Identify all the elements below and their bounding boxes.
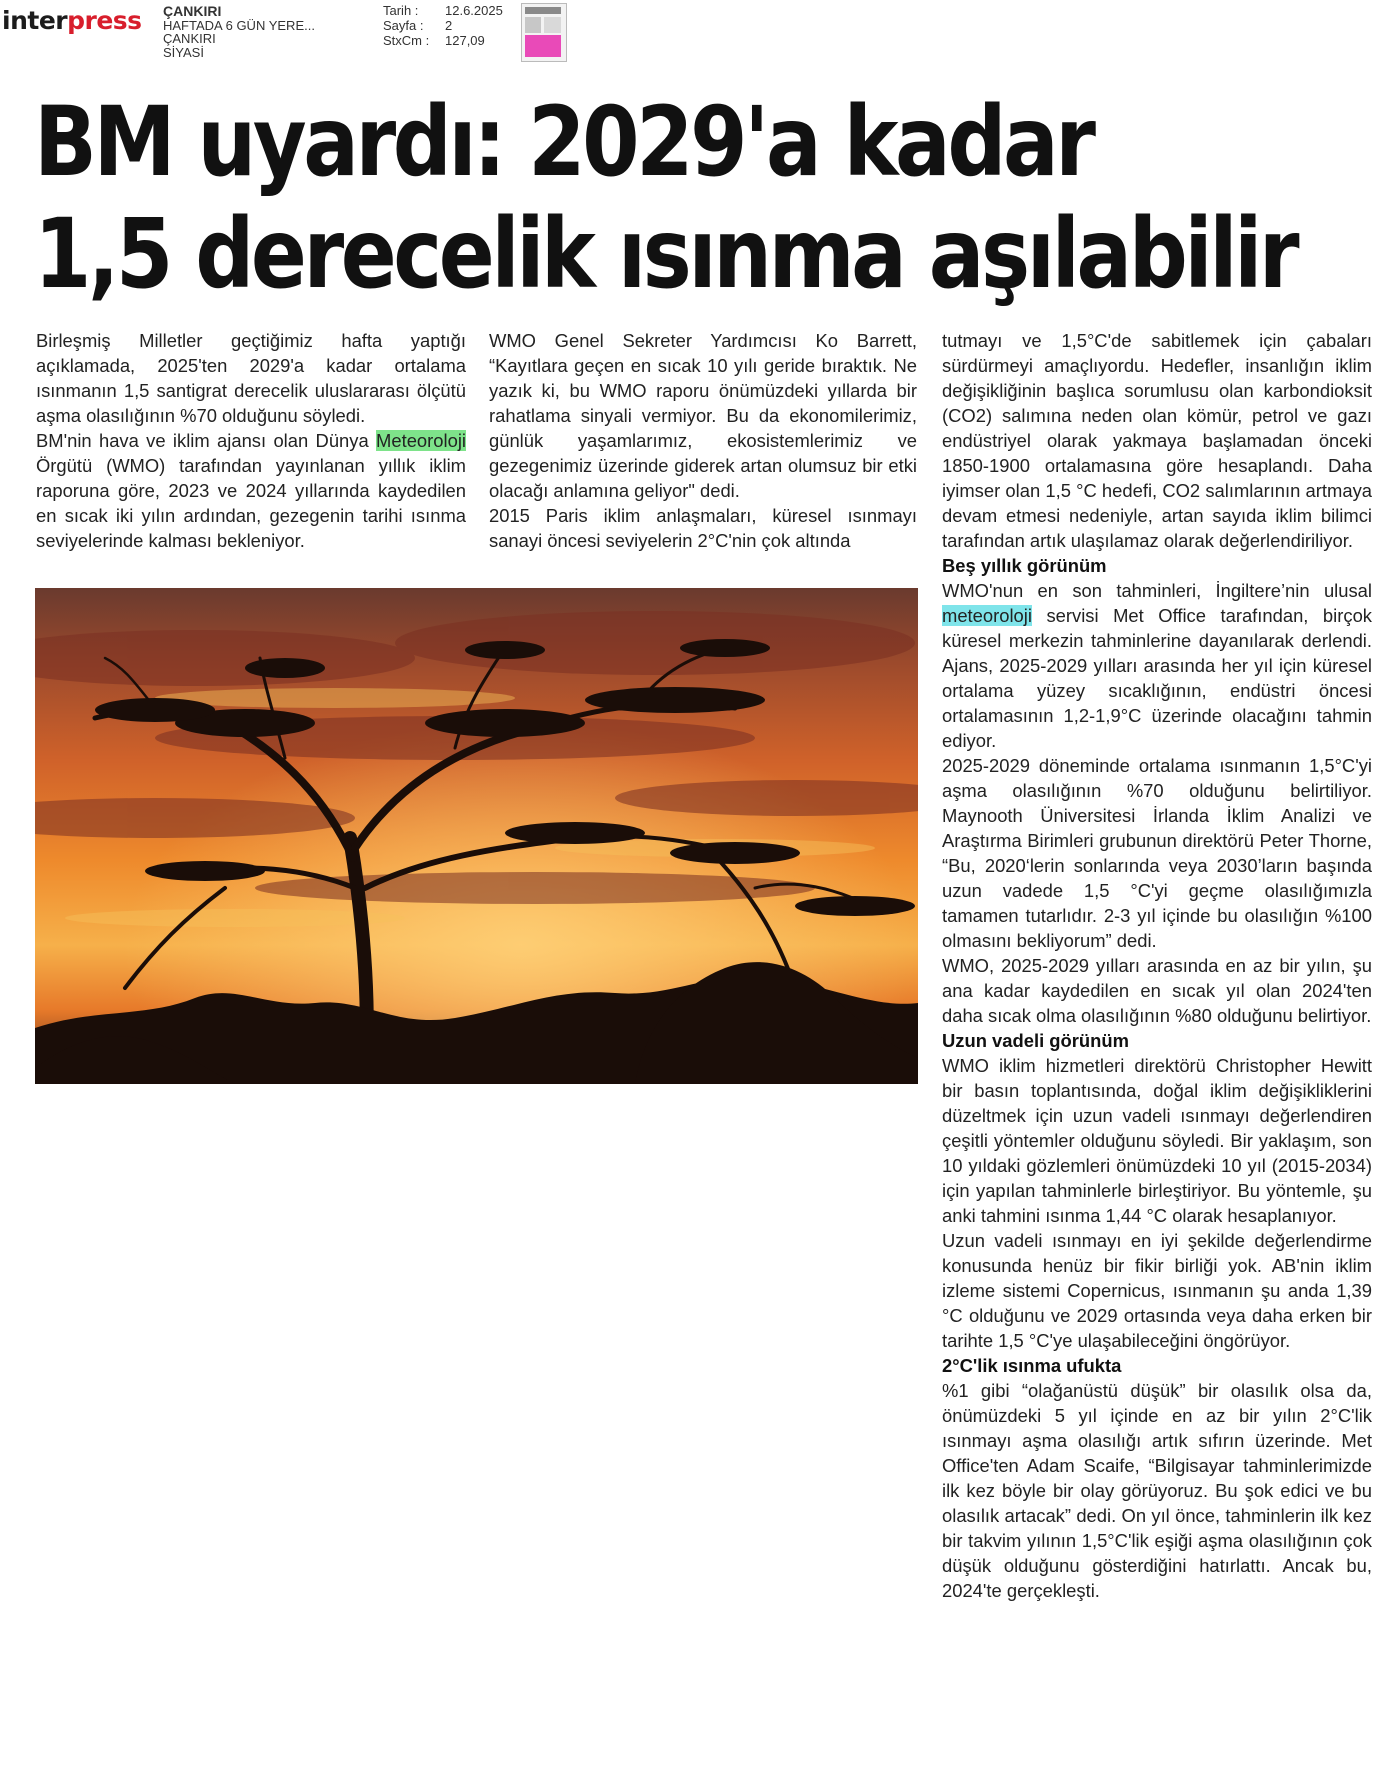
publication-meta bbox=[163, 5, 315, 59]
paragraph: 2015 Paris iklim anlaşmaları, küresel ısınmayı sanayi öncesi seviyelerin 2°C'nin çok altında bbox=[489, 505, 917, 551]
category-name: SİYASİ bbox=[163, 44, 204, 60]
paragraph: %1 gibi “olağanüstü düşük” bir olasılık olsa da, önümüzdeki 5 yıl içinde en az bir yılın 2°C'lik ısınmayı aşma olasılığı artık sıfırın üzerinde. Met Office'ten Adam Scaife, “Bilgisayar tahminlerimizde ilk kez böyle bir olay görüyoruz. Bu şok edici ve bu olasılık artacak” dedi. On yıl önce, tahminlerin ilk kez bir takvim yılının 1,5°C'lik eşiği aşma olasılığının çok düşük olduğunu gösterdiğini hatırlattı. Ancak bu, 2024'te gerçekleşti. bbox=[942, 1380, 1372, 1601]
text-run: WMO'nun en son tahminleri, İngiltere’nin ulusal bbox=[942, 580, 1372, 601]
city-name: ÇANKIRI bbox=[163, 3, 222, 19]
page-label: Sayfa : bbox=[383, 18, 424, 33]
logo-main-text: inter bbox=[2, 6, 68, 35]
date-label: Tarih : bbox=[383, 3, 419, 18]
thumbnail-block bbox=[525, 17, 541, 33]
text-run: Örgütü (WMO) tarafından yayınlanan yıllık iklim raporuna göre, 2023 ve 2024 yıllarında kaydedilen en sıcak iki yılın ardından, gezegenin tarihi ısınma seviyelerinde kalması bekleniyor. bbox=[36, 455, 466, 551]
thumbnail-masthead bbox=[525, 7, 561, 14]
text-run: BM'nin hava ve iklim ajansı olan Dünya bbox=[36, 430, 377, 451]
article-column-3 bbox=[942, 328, 1372, 1603]
paragraph bbox=[36, 428, 466, 553]
article-headline bbox=[34, 86, 1297, 310]
interpress-logo bbox=[2, 6, 142, 35]
paragraph: Uzun vadeli ısınmayı en iyi şekilde değerlendirme konusunda henüz bir fikir birliği yok. AB'nin iklim izleme sistemi Copernicus, ısınmanın şu anda 1,39 °C olduğunu ve 2029 ortasında veya daha erken bir tarihte 1,5 °C'ye ulaşabileceğini öngörüyor. bbox=[942, 1230, 1372, 1351]
page-thumbnail[interactable] bbox=[521, 3, 567, 62]
article-column-1 bbox=[36, 328, 466, 553]
subheading: Uzun vadeli görünüm bbox=[942, 1030, 1129, 1051]
paragraph bbox=[942, 578, 1372, 753]
photo-illustration bbox=[35, 588, 918, 1084]
stxcm-value: 127,09 bbox=[445, 33, 485, 48]
stxcm-label: StxCm : bbox=[383, 33, 430, 48]
paragraph: Birleşmiş Milletler geçtiğimiz hafta yaptığı açıklamada, 2025'ten 2029'a kadar ortalama ısınmanın 1,5 santigrat derecelik uluslararası ölçütü aşma olasılığının %70 olduğunu söyledi. bbox=[36, 330, 466, 426]
subheading: Beş yıllık görünüm bbox=[942, 555, 1107, 576]
subheading: 2°C'lik ısınma ufukta bbox=[942, 1355, 1122, 1376]
date-value: 12.6.2025 bbox=[445, 3, 503, 18]
headline-line-2: 1,5 derecelik ısınma aşılabilir bbox=[34, 198, 1297, 310]
thumbnail-clip-highlight bbox=[525, 35, 561, 57]
sunset-tree-photo bbox=[35, 588, 918, 1084]
paragraph: WMO Genel Sekreter Yardımcısı Ko Barrett, “Kayıtlara geçen en sıcak 10 yılı geride bıraktık. Ne yazık ki, bu WMO raporu önümüzdeki yıllarda bir rahatlama sinyali vermiyor. Bu da ekonomilerimiz, günlük yaşamlarımız, ekosistemlerimiz ve gezegenimiz üzerinde giderek artan olumsuz bir etki olacağı anlamına geliyor" dedi. bbox=[489, 330, 917, 501]
publication-name: HAFTADA 6 GÜN YERE... bbox=[163, 17, 315, 33]
page-value: 2 bbox=[445, 18, 453, 33]
logo-accent-text: press bbox=[67, 6, 142, 35]
region-name: ÇANKIRI bbox=[163, 31, 216, 46]
paragraph: tutmayı ve 1,5°C'de sabitlemek için çabaları sürdürmeyi amaçlıyordu. Hedefler, insanlığın iklim değişikliğinin başlıca sorumlusu olan karbondioksit (CO2) salımına neden olan kömür, petrol ve gazı endüstriyel olarak yakmaya başlamadan önceki 1850-1900 ortalamasına göre hesaplandı. Daha iyimser olan 1,5 °C hedefi, CO2 salımlarının artmaya devam etmesi nedeniyle, artan sayıda iklim bilimci tarafından artık ulaşılamaz olarak değerlendiriliyor. bbox=[942, 330, 1372, 551]
paragraph: 2025-2029 döneminde ortalama ısınmanın 1,5°C'yi aşma olasılığının %70 olduğunu belirtiliyor. Maynooth Üniversitesi İrlanda İklim Analizi ve Araştırma Birimleri grubunun direktörü Peter Thorne, “Bu, 2020‘lerin sonlarında veya 2030’ların başında uzun vadede 1,5 °C'yi geçme olasılığımızla tamamen tutarlıdır. 2-3 yıl içinde bu olasılığın %100 olmasını bekliyorum” dedi. bbox=[942, 755, 1372, 951]
clipping-header bbox=[0, 0, 600, 64]
paragraph: WMO, 2025-2029 yılları arasında en az bir yılın, şu ana kadar kaydedilen en sıcak yıl olan 2024'ten daha sıcak olma olasılığının %80 olduğunu belirtiyor. bbox=[942, 955, 1372, 1026]
article-column-2 bbox=[489, 328, 917, 553]
paragraph: WMO iklim hizmetleri direktörü Christopher Hewitt bir basın toplantısında, doğal iklim değişikliklerini düzeltmek için uzun vadeli ısınmayı değerlendiren çeşitli yöntemler olduğunu söyledi. Bir yaklaşım, son 10 yıldaki gözlemleri önümüzdeki 10 yıl (2015-2034) için yapılan tahminlerle birleştiriyor. Bu yöntemle, şu anki tahmini ısınma 1,44 °C olarak hesaplanıyor. bbox=[942, 1055, 1372, 1226]
highlighted-keyword: Meteoroloji bbox=[376, 430, 466, 451]
highlighted-keyword: meteoroloji bbox=[942, 605, 1032, 626]
text-run: servisi Met Office tarafından, birçok küresel merkezin tahminlerine dayanılarak derlendi. Ajans, 2025-2029 yılları arasında her yıl için küresel ortalama yüzey sıcaklığının, endüstri öncesi ortalamasının 1,2-1,9°C üzerinde olacağını tahmin ediyor. bbox=[942, 605, 1372, 751]
issue-meta bbox=[383, 3, 503, 48]
thumbnail-block bbox=[544, 17, 561, 33]
headline-line-1: BM uyardı: 2029'a kadar bbox=[34, 86, 1093, 198]
